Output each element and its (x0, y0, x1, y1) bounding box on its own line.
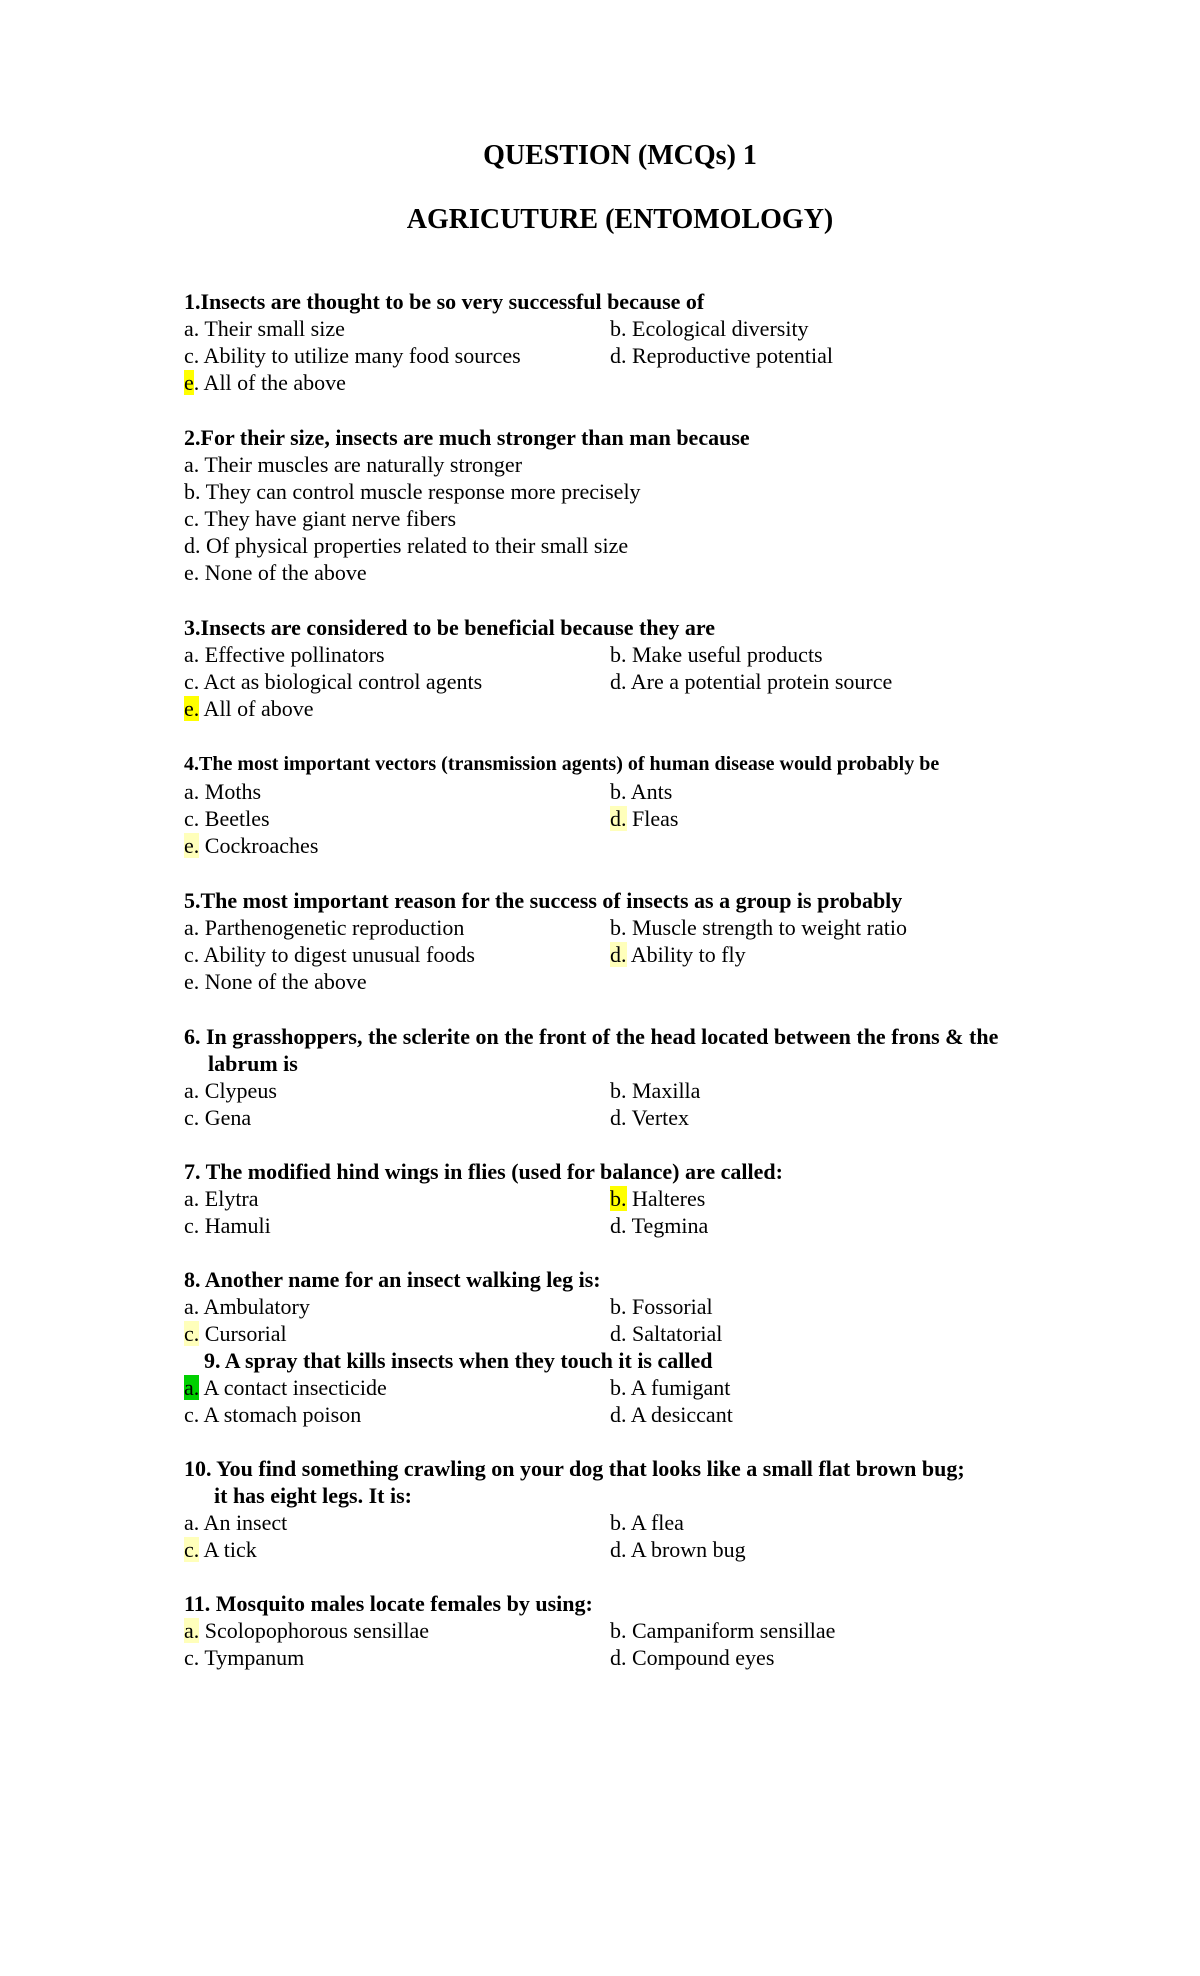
option-b: b. Campaniform sensillae (610, 1618, 836, 1643)
option-b: b. Fossorial (610, 1294, 713, 1319)
option-d: d. Saltatorial (610, 1321, 723, 1346)
question-stem: 2.For their size, insects are much stronger than man because (184, 425, 750, 450)
option-c: c. Ability to digest unusual foods (184, 942, 475, 967)
question-stem: 9. A spray that kills insects when they touch it is called (204, 1348, 713, 1373)
answer-highlight: e (184, 370, 194, 395)
question-stem: 5.The most important reason for the success of insects as a group is probably (184, 888, 903, 913)
option-e: e. None of the above (184, 560, 367, 585)
option-c: c. A stomach poison (184, 1402, 362, 1427)
option-d: d. Tegmina (610, 1213, 709, 1238)
option-d-answer: d. Fleas (610, 806, 679, 831)
option-d: d. A brown bug (610, 1537, 746, 1562)
answer-highlight: a. (184, 1618, 200, 1643)
option-c: c. Gena (184, 1105, 252, 1130)
option-c: c. They have giant nerve fibers (184, 506, 457, 531)
answer-highlight: a. (184, 1375, 200, 1400)
option-b: b. They can control muscle response more precisely (184, 479, 641, 504)
option-b: b. Ecological diversity (610, 316, 809, 341)
option-a: a. Clypeus (184, 1078, 277, 1103)
answer-highlight: d. (610, 806, 627, 831)
answer-highlight: c. (184, 1321, 200, 1346)
option-d: d. Compound eyes (610, 1645, 775, 1670)
answer-highlight: c. (184, 1537, 200, 1562)
option-e: e. None of the above (184, 969, 367, 994)
option-c: c. Beetles (184, 806, 270, 831)
question-stem: 4.The most important vectors (transmission agents) of human disease would probably be (184, 753, 940, 775)
answer-highlight: e. (184, 833, 200, 858)
option-b: b. Make useful products (610, 642, 823, 667)
option-a: a. Parthenogenetic reproduction (184, 915, 465, 940)
question-stem: 6. In grasshoppers, the sclerite on the front of the head located between the frons & the (184, 1024, 999, 1049)
option-c: c. Tympanum (184, 1645, 305, 1670)
question-stem-continued: it has eight legs. It is: (214, 1483, 412, 1508)
option-e-answer: e. All of above (184, 696, 314, 721)
option-d: d. Reproductive potential (610, 343, 833, 368)
option-a-answer: a. A contact insecticide (184, 1375, 387, 1400)
option-c: c. Ability to utilize many food sources (184, 343, 521, 368)
answer-highlight: e. (184, 696, 200, 721)
document-subtitle: AGRICUTURE (ENTOMOLOGY) (406, 204, 834, 235)
option-c: c. Hamuli (184, 1213, 271, 1238)
question-stem-continued: labrum is (208, 1051, 298, 1076)
option-a-answer: a. Scolopophorous sensillae (184, 1618, 430, 1643)
option-b: b. Ants (610, 779, 673, 804)
option-a: a. An insect (184, 1510, 288, 1535)
question-stem: 8. Another name for an insect walking leg is: (184, 1267, 601, 1292)
option-b: b. Maxilla (610, 1078, 701, 1103)
answer-highlight: d. (610, 942, 627, 967)
answer-highlight: b. (610, 1186, 627, 1211)
question-stem: 1.Insects are thought to be so very successful because of (184, 289, 705, 314)
option-c-answer: c. A tick (184, 1537, 257, 1562)
option-b: b. Muscle strength to weight ratio (610, 915, 907, 940)
option-d: d. Vertex (610, 1105, 690, 1130)
option-d: d. Of physical properties related to their small size (184, 533, 629, 558)
option-d: d. Are a potential protein source (610, 669, 893, 694)
option-a: a. Their muscles are naturally stronger (184, 452, 523, 477)
option-a: a. Effective pollinators (184, 642, 385, 667)
option-a: a. Their small size (184, 316, 345, 341)
question-stem: 10. You find something crawling on your dog that looks like a small flat brown bug; (184, 1456, 965, 1481)
document-title: QUESTION (MCQs) 1 (483, 140, 757, 171)
question-stem: 3.Insects are considered to be beneficial because they are (184, 615, 715, 640)
option-b: b. A flea (610, 1510, 684, 1535)
option-a: a. Elytra (184, 1186, 259, 1211)
option-e-answer: e. All of the above (184, 370, 346, 395)
option-c: c. Act as biological control agents (184, 669, 483, 694)
question-stem: 7. The modified hind wings in flies (used for balance) are called: (184, 1159, 783, 1184)
option-a: a. Ambulatory (184, 1294, 310, 1319)
option-e: e. Cockroaches (184, 833, 319, 858)
option-a: a. Moths (184, 779, 262, 804)
question-stem: 11. Mosquito males locate females by using: (184, 1591, 593, 1616)
option-d-answer: d. Ability to fly (610, 942, 746, 967)
option-b-answer: b. Halteres (610, 1186, 706, 1211)
option-b: b. A fumigant (610, 1375, 731, 1400)
option-c-answer: c. Cursorial (184, 1321, 287, 1346)
option-d: d. A desiccant (610, 1402, 733, 1427)
